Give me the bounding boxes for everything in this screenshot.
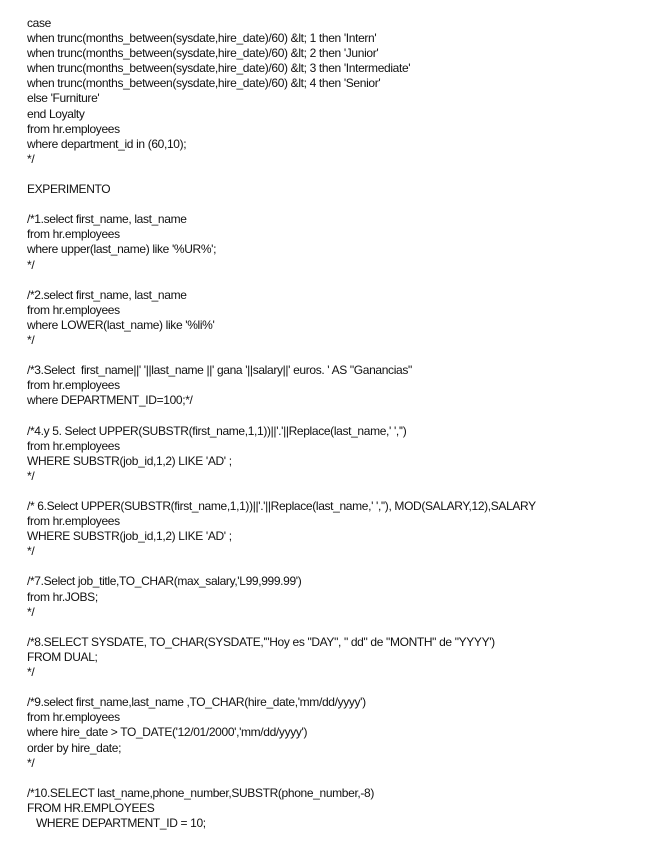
document-line: /*9.select first_name,last_name ,TO_CHAR(hire_date,'mm/dd/yyyy')	[27, 695, 366, 710]
document-line: where DEPARTMENT_ID=100;*/	[27, 393, 193, 408]
document-line	[27, 348, 647, 363]
document-line	[27, 197, 647, 212]
document-line: when trunc(months_between(sysdate,hire_date)/60) &lt; 4 then 'Senior'	[27, 76, 381, 91]
document-line: where LOWER(last_name) like '%li%'	[27, 317, 215, 332]
document-line: from hr.employees	[27, 302, 120, 317]
document-line	[27, 167, 647, 182]
document-line: */	[27, 544, 35, 559]
document-line: case	[27, 16, 51, 30]
document-line: WHERE SUBSTR(job_id,1,2) LIKE 'AD' ;	[27, 529, 232, 544]
document-line: when trunc(months_between(sysdate,hire_date)/60) &lt; 3 then 'Intermediate'	[27, 61, 411, 76]
document-line: where hire_date > TO_DATE('12/01/2000','mm/dd/yyyy')	[27, 725, 308, 740]
document-line: WHERE SUBSTR(job_id,1,2) LIKE 'AD' ;	[27, 453, 232, 468]
document-line	[27, 559, 647, 574]
document-line: */	[27, 332, 35, 347]
document-line: from hr.JOBS;	[27, 589, 98, 604]
document-line	[27, 408, 647, 423]
document-line: else 'Furniture'	[27, 91, 100, 106]
document-line: /*7.Select job_title,TO_CHAR(max_salary,'L99,999.99')	[27, 574, 302, 589]
document-line: FROM DUAL;	[27, 649, 98, 664]
document-line: where upper(last_name) like '%UR%';	[27, 242, 217, 257]
document-line: */	[27, 665, 35, 680]
document-line: */	[27, 468, 35, 483]
document-line: when trunc(months_between(sysdate,hire_date)/60) &lt; 2 then 'Junior'	[27, 46, 379, 61]
document-line: /* 6.Select UPPER(SUBSTR(first_name,1,1))||'.'||Replace(last_name,' ',''), MOD(SALARY,12),SALARY	[27, 499, 536, 513]
document-line: /*1.select first_name, last_name	[27, 212, 187, 227]
document-line	[27, 484, 647, 499]
document-line	[27, 620, 647, 635]
document-line: from hr.employees	[27, 438, 120, 453]
document-line: /*8.SELECT SYSDATE, TO_CHAR(SYSDATE,'"Hoy es "DAY", " dd" de "MONTH" de "YYYY')	[27, 634, 495, 649]
sql-document	[27, 16, 647, 831]
document-line: */	[27, 755, 35, 770]
document-line: /*3.Select first_name||' '||last_name ||' gana '||salary||' euros. ' AS "Ganancias"	[27, 363, 412, 378]
document-line: from hr.employees	[27, 514, 120, 529]
document-line: where department_id in (60,10);	[27, 136, 187, 151]
document-line: FROM HR.EMPLOYEES	[27, 800, 155, 815]
document-line: */	[27, 257, 35, 272]
document-line: from hr.employees	[27, 227, 120, 242]
document-line: from hr.employees	[27, 378, 120, 393]
document-line: when trunc(months_between(sysdate,hire_date)/60) &lt; 1 then 'Intern'	[27, 31, 377, 46]
document-line: WHERE DEPARTMENT_ID = 10;	[27, 815, 206, 830]
document-line: /*10.SELECT last_name,phone_number,SUBSTR(phone_number,-8)	[27, 785, 375, 800]
document-line: */	[27, 151, 35, 166]
document-line	[27, 771, 647, 786]
document-line: from hr.employees	[27, 710, 120, 725]
document-heading: EXPERIMENTO	[27, 182, 111, 197]
document-line: order by hire_date;	[27, 740, 122, 755]
document-line	[27, 273, 647, 288]
document-line: */	[27, 604, 35, 619]
document-line: /*4.y 5. Select UPPER(SUBSTR(first_name,1,1))||'.'||Replace(last_name,' ','')	[27, 423, 407, 438]
document-line: /*2.select first_name, last_name	[27, 287, 187, 302]
document-line: end Loyalty	[27, 106, 85, 121]
document-line: from hr.employees	[27, 121, 120, 136]
document-line	[27, 680, 647, 695]
